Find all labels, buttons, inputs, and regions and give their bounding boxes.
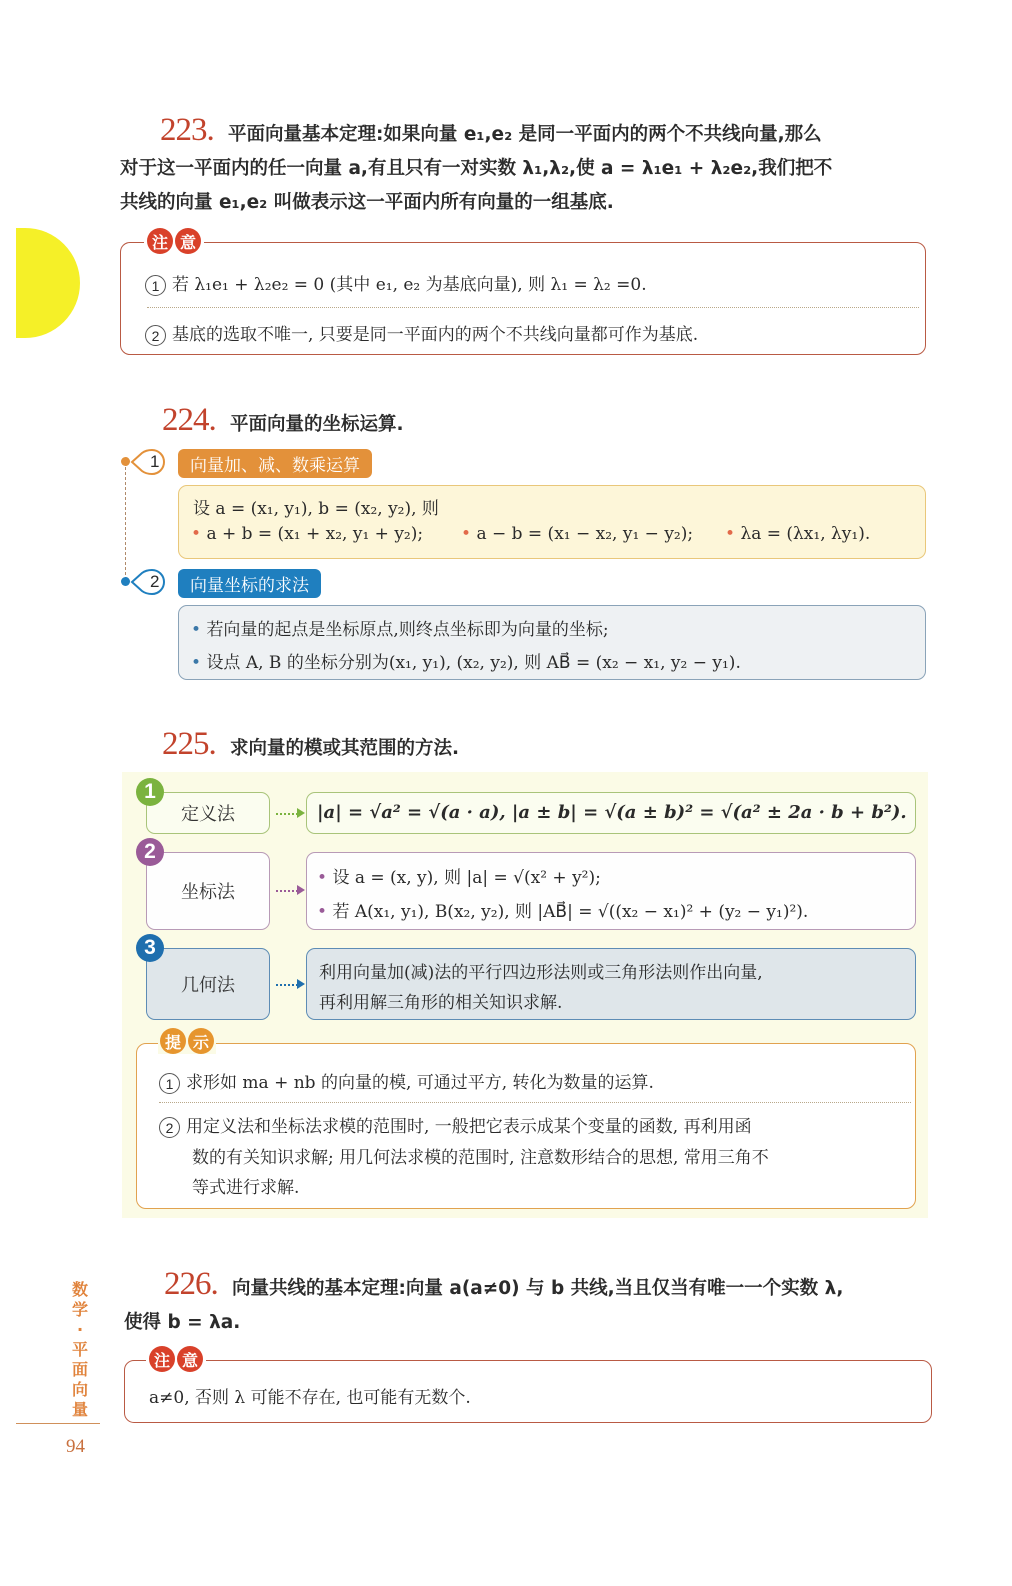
timeline-dot: [121, 457, 130, 466]
formula-box-1: [178, 485, 926, 559]
hint-text: 求形如 ma + nb 的向量的模, 可通过平方, 转化为数量的运算.: [186, 1073, 654, 1093]
method-label-box: 定义法: [146, 792, 270, 834]
hint-text: 用定义法和坐标法求模的范围时, 一般把它表示成某个变量的函数, 再利用函: [186, 1117, 752, 1137]
hint-badge: [158, 1028, 216, 1054]
timeline-connector: [125, 462, 126, 580]
item-225-title: 求向量的模或其范围的方法.: [230, 738, 460, 759]
formula-line: 设 a = (x₁, y₁), b = (x₂, y₂), 则: [193, 499, 439, 519]
formula-bullet: • λa = (λx₁, λy₁).: [725, 524, 871, 544]
method-label-box: 坐标法: [146, 852, 270, 930]
hint-text: 数的有关知识求解; 用几何法求模的范围时, 注意数形结合的思想, 常用三角不: [192, 1148, 769, 1168]
note-text: a≠0, 否则 λ 可能不存在, 也可能有无数个.: [149, 1388, 471, 1408]
page-number: 94: [66, 1436, 85, 1457]
hint-item-2: [159, 1112, 752, 1138]
formula-bullet: • 设 a = (x, y), 则 |a| = √(x² + y²);: [317, 868, 601, 888]
circled-number: 1: [145, 275, 166, 296]
note-box-226: [124, 1360, 932, 1423]
arrow-head-icon: [297, 885, 305, 895]
item-226-heading: [164, 1266, 218, 1303]
hint-item-1: [159, 1068, 654, 1094]
formula-line: 利用向量加(减)法的平行四边形法则或三角形法则作出向量,: [319, 963, 763, 983]
badge-char: 提: [160, 1028, 186, 1054]
item-number: 224.: [162, 402, 216, 438]
section-1-marker: [130, 449, 170, 475]
hint-box: [136, 1043, 916, 1209]
item-223-line-3: 共线的向量 e₁,e₂ 叫做表示这一平面内所有向量的一组基底.: [120, 192, 614, 213]
formula-line: 再利用解三角形的相关知识求解.: [319, 993, 563, 1013]
section-tag: 向量坐标的求法: [178, 569, 321, 598]
formula-box-2: [178, 605, 926, 680]
note-badge: [146, 1346, 206, 1372]
side-chapter-label: 数 学 · 平 面 向 量: [71, 1280, 88, 1419]
circled-number: 2: [159, 1117, 180, 1138]
method-formula-box: [306, 948, 916, 1020]
note-text: 若 λ₁e₁ + λ₂e₂ = 0 (其中 e₁, e₂ 为基底向量), 则 λ₁ = λ₂ =0.: [172, 275, 647, 295]
formula-bullet: • a − b = (x₁ − x₂, y₁ − y₂);: [461, 524, 694, 544]
section-2-marker: [130, 569, 170, 595]
divider: [159, 1102, 911, 1103]
formula-bullet: • 设点 A, B 的坐标分别为(x₁, y₁), (x₂, y₂), 则 AB⃗ = (x₂ − x₁, y₂ − y₁).: [191, 653, 741, 673]
item-224-title: 平面向量的坐标运算.: [230, 414, 404, 435]
item-226-line-2: 使得 b = λa.: [124, 1312, 241, 1333]
dotted-arrow: [276, 813, 298, 815]
item-number: 226.: [164, 1266, 218, 1302]
note-item-1: [145, 270, 647, 296]
formula-bullet: • a + b = (x₁ + x₂, y₁ + y₂);: [191, 524, 424, 544]
method-label-box: 几何法: [146, 948, 270, 1020]
badge-char: 示: [188, 1028, 214, 1054]
section-number: 2: [150, 572, 160, 591]
method-formula-box: [306, 852, 916, 930]
method-number: 1: [136, 778, 164, 806]
item-223-heading: [160, 112, 214, 149]
note-item-2: [145, 320, 698, 346]
badge-char: 意: [177, 1346, 203, 1372]
badge-char: 注: [147, 228, 173, 254]
note-box-223: [120, 242, 926, 355]
hint-text: 等式进行求解.: [192, 1178, 300, 1198]
item-224-heading: [162, 402, 216, 439]
thumb-tab-marker: [16, 228, 80, 338]
arrow-head-icon: [297, 979, 305, 989]
badge-char: 注: [149, 1346, 175, 1372]
note-text: 基底的选取不唯一, 只要是同一平面内的两个不共线向量都可作为基底.: [172, 325, 699, 345]
method-number: 3: [136, 934, 164, 962]
method-formula-box: [306, 792, 916, 834]
circled-number: 2: [145, 325, 166, 346]
circled-number: 1: [159, 1073, 180, 1094]
badge-char: 意: [175, 228, 201, 254]
item-226-line-1: 向量共线的基本定理:向量 a(a≠0) 与 b 共线,当且仅当有唯一一个实数 λ,: [232, 1278, 844, 1299]
section-tag: 向量加、减、数乘运算: [178, 449, 372, 478]
section-number: 1: [150, 452, 160, 471]
divider: [147, 307, 919, 308]
timeline-dot: [121, 577, 130, 586]
item-number: 223.: [160, 112, 214, 148]
page-number-rule: [16, 1423, 100, 1424]
item-223-line-1: 平面向量基本定理:如果向量 e₁,e₂ 是同一平面内的两个不共线向量,那么: [228, 124, 822, 145]
note-badge: [144, 228, 204, 254]
arrow-head-icon: [297, 808, 305, 818]
item-225-heading: [162, 726, 216, 763]
item-223-line-2: 对于这一平面内的任一向量 a,有且只有一对实数 λ₁,λ₂,使 a = λ₁e₁ + λ₂e₂,我们把不: [120, 158, 833, 179]
dotted-arrow: [276, 890, 298, 892]
formula-line: |a| = √a² = √(a · a), |a ± b| = √(a ± b)² = √(a² ± 2a · b + b²).: [317, 802, 907, 823]
dotted-arrow: [276, 984, 298, 986]
method-number: 2: [136, 838, 164, 866]
formula-bullet: • 若 A(x₁, y₁), B(x₂, y₂), 则 |AB⃗| = √((x₂ − x₁)² + (y₂ − y₁)²).: [317, 902, 809, 922]
item-number: 225.: [162, 726, 216, 762]
formula-bullet: • 若向量的起点是坐标原点,则终点坐标即为向量的坐标;: [191, 620, 609, 640]
